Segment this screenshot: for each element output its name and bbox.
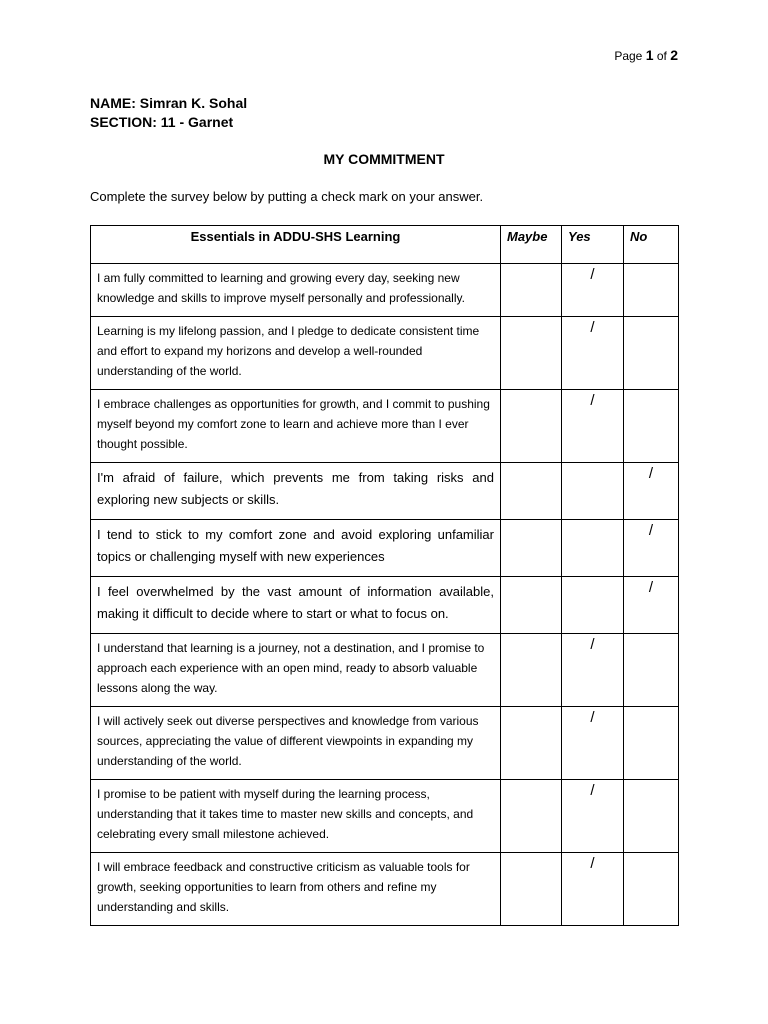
table-row — [91, 317, 679, 390]
column-header-maybe: Maybe — [501, 226, 562, 264]
page-title: MY COMMITMENT — [323, 151, 445, 167]
check-mark: / — [590, 709, 595, 726]
answer-cell-maybe[interactable] — [501, 634, 562, 707]
page-total: 2 — [670, 47, 678, 63]
statement-cell: I will embrace feedback and constructive criticism as valuable tools for growth, seeking opportunities to learn from others and refine my understanding and skills. — [91, 853, 501, 926]
statement-cell: I will actively seek out diverse perspectives and knowledge from various sources, appreciating the value of different viewpoints in expanding my understanding of the world. — [91, 707, 501, 780]
table-row — [91, 390, 679, 463]
page-number — [614, 47, 678, 63]
survey-table — [90, 225, 679, 926]
check-mark: / — [590, 319, 595, 336]
page-prefix: Page — [614, 49, 643, 63]
answer-cell-yes[interactable] — [562, 520, 624, 577]
column-header-essentials: Essentials in ADDU-SHS Learning — [91, 226, 501, 264]
answer-cell-maybe[interactable] — [501, 390, 562, 463]
answer-cell-maybe[interactable] — [501, 520, 562, 577]
answer-cell-yes[interactable] — [562, 707, 624, 780]
answer-cell-maybe[interactable] — [501, 317, 562, 390]
answer-cell-yes[interactable] — [562, 577, 624, 634]
statement-cell: Learning is my lifelong passion, and I pledge to dedicate consistent time and effort to expand my horizons and develop a well-rounded understanding of the world. — [91, 317, 501, 390]
answer-cell-no[interactable] — [624, 317, 679, 390]
check-mark: / — [590, 392, 595, 409]
table-row — [91, 634, 679, 707]
answer-cell-no[interactable] — [624, 780, 679, 853]
answer-cell-no[interactable] — [624, 634, 679, 707]
check-mark: / — [590, 636, 595, 653]
answer-cell-maybe[interactable] — [501, 577, 562, 634]
survey-body — [91, 264, 679, 926]
answer-cell-maybe[interactable] — [501, 264, 562, 317]
statement-cell: I feel overwhelmed by the vast amount of information available, making it difficult to decide where to start or what to focus on. — [91, 577, 501, 634]
table-row — [91, 463, 679, 520]
column-header-yes: Yes — [562, 226, 624, 264]
answer-cell-no[interactable] — [624, 853, 679, 926]
table-row — [91, 853, 679, 926]
answer-cell-no[interactable] — [624, 520, 679, 577]
answer-cell-yes[interactable] — [562, 390, 624, 463]
answer-cell-no[interactable] — [624, 707, 679, 780]
table-row — [91, 577, 679, 634]
table-row — [91, 780, 679, 853]
check-mark: / — [648, 579, 654, 596]
statement-cell: I embrace challenges as opportunities for growth, and I commit to pushing myself beyond my comfort zone to learn and achieve more than I ever thought possible. — [91, 390, 501, 463]
answer-cell-no[interactable] — [624, 264, 679, 317]
statement-cell: I tend to stick to my comfort zone and avoid exploring unfamiliar topics or challenging myself with new experiences — [91, 520, 501, 577]
page-current: 1 — [645, 47, 654, 63]
check-mark: / — [648, 522, 654, 539]
answer-cell-yes[interactable] — [562, 264, 624, 317]
statement-cell: I'm afraid of failure, which prevents me from taking risks and exploring new subjects or skills. — [91, 463, 501, 520]
student-section: SECTION: 11 - Garnet — [90, 114, 234, 130]
statement-cell: I am fully committed to learning and growing every day, seeking new knowledge and skills to improve myself personally and professionally. — [91, 264, 501, 317]
answer-cell-no[interactable] — [624, 463, 679, 520]
answer-cell-yes[interactable] — [562, 317, 624, 390]
check-mark: / — [590, 855, 595, 872]
statement-cell: I understand that learning is a journey, not a destination, and I promise to approach each experience with an open mind, ready to absorb valuable lessons along the way. — [91, 634, 501, 707]
answer-cell-maybe[interactable] — [501, 780, 562, 853]
answer-cell-maybe[interactable] — [501, 463, 562, 520]
answer-cell-no[interactable] — [624, 577, 679, 634]
instructions: Complete the survey below by putting a check mark on your answer. — [90, 189, 484, 204]
answer-cell-yes[interactable] — [562, 634, 624, 707]
answer-cell-yes[interactable] — [562, 780, 624, 853]
statement-cell: I promise to be patient with myself during the learning process, understanding that it takes time to master new skills and concepts, and celebrating every small milestone achieved. — [91, 780, 501, 853]
column-header-no: No — [624, 226, 679, 264]
answer-cell-yes[interactable] — [562, 463, 624, 520]
answer-cell-maybe[interactable] — [501, 853, 562, 926]
page-of: of — [656, 49, 667, 63]
check-mark: / — [590, 782, 595, 799]
table-row — [91, 264, 679, 317]
student-info — [90, 94, 247, 132]
table-row — [91, 707, 679, 780]
check-mark: / — [648, 465, 654, 482]
answer-cell-maybe[interactable] — [501, 707, 562, 780]
answer-cell-no[interactable] — [624, 390, 679, 463]
table-row — [91, 520, 679, 577]
check-mark: / — [590, 266, 595, 283]
answer-cell-yes[interactable] — [562, 853, 624, 926]
table-header-row — [91, 226, 679, 264]
student-name: NAME: Simran K. Sohal — [90, 95, 248, 111]
